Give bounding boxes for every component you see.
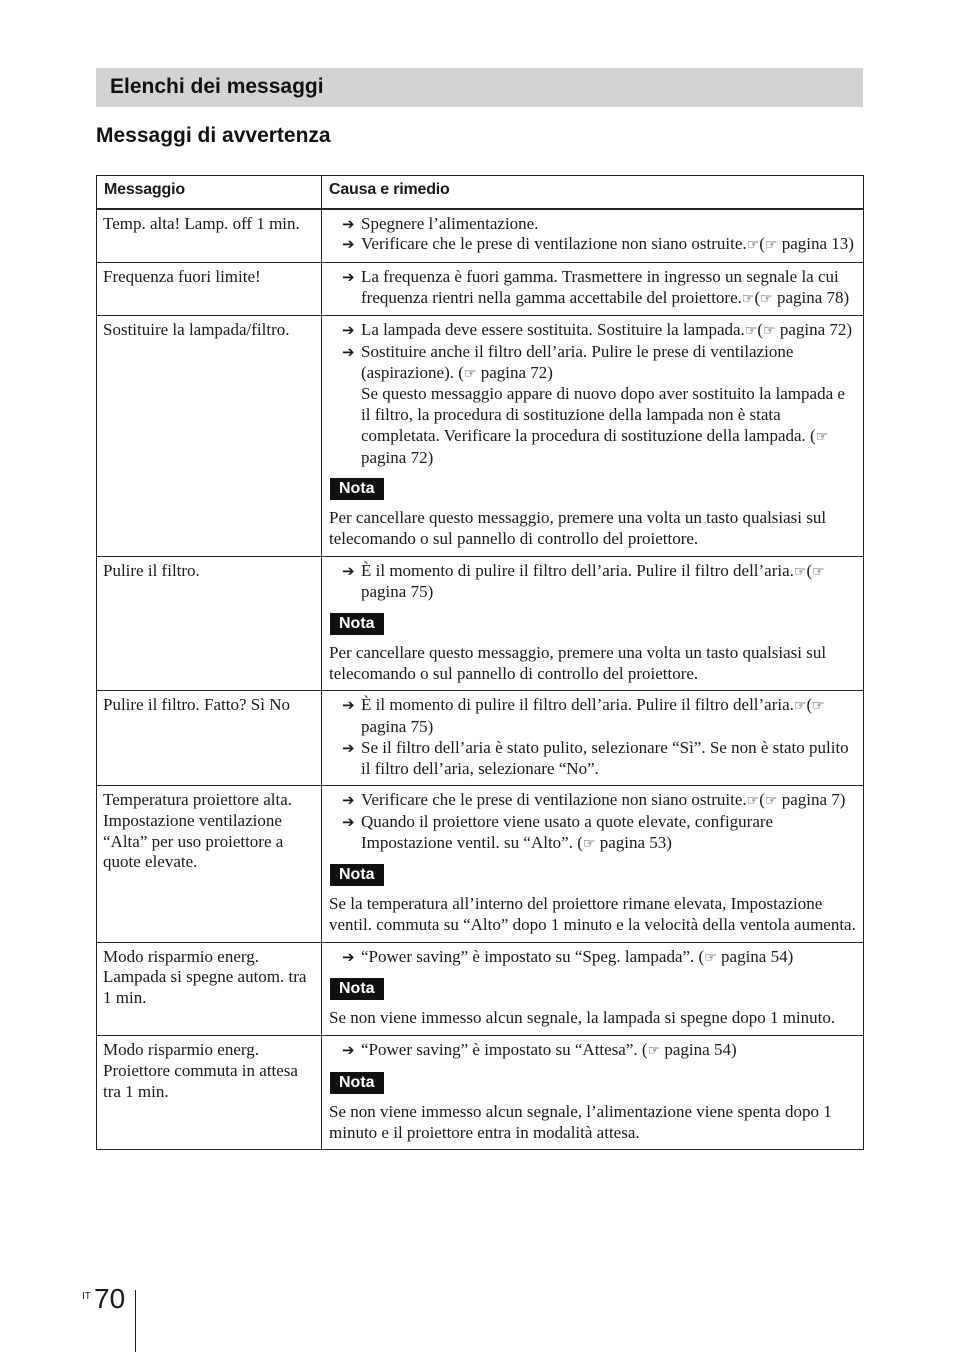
remedy-text: È il momento di pulire il filtro dell’aria. Pulire il filtro dell’aria. xyxy=(361,560,794,580)
cause-remedy-cell xyxy=(322,1036,864,1150)
remedy-item xyxy=(328,342,857,384)
remedy-text: ( xyxy=(806,560,813,580)
remedy-list xyxy=(328,695,857,779)
remedy-text: pagina 53) xyxy=(595,832,672,852)
table-row xyxy=(97,209,864,263)
message-cell: Temp. alta! Lamp. off 1 min. xyxy=(97,209,322,263)
remedy-text: Verificare che le prese di ventilazione non siano ostruite. xyxy=(361,234,747,254)
page-reference-icon: ☞ xyxy=(744,323,758,340)
remedy-text: pagina 72) xyxy=(476,362,553,382)
page-reference-icon: ☞ xyxy=(812,698,825,715)
page-reference-icon: ☞ xyxy=(793,563,807,580)
remedy-item xyxy=(328,214,857,235)
arrow-right-icon: ➔ xyxy=(342,738,355,757)
remedy-text: pagina 72) xyxy=(775,320,853,340)
remedy-text: ( xyxy=(757,320,764,340)
remedy-item xyxy=(328,695,857,737)
table-row xyxy=(97,556,864,691)
nota-text: Per cancellare questo messaggio, premere una volta un tasto qualsiasi sul telecomando o sul pannello di controllo del proiettore. xyxy=(329,508,827,548)
cause-remedy-cell xyxy=(322,691,864,786)
message-cell: Modo risparmio energ. Lampada si spegne autom. tra 1 min. xyxy=(97,942,322,1035)
cause-remedy-cell xyxy=(322,262,864,315)
table-row xyxy=(97,786,864,943)
arrow-right-icon: ➔ xyxy=(342,947,355,966)
message-cell: Pulire il filtro. xyxy=(97,556,322,691)
page-number: 70 xyxy=(94,1283,126,1314)
remedy-text: pagina 75) xyxy=(361,582,434,602)
remedy-list xyxy=(328,320,857,384)
table-row xyxy=(97,942,864,1035)
message-cell: Sostituire la lampada/filtro. xyxy=(97,316,322,556)
message-cell: Temperatura proiettore alta. Impostazione ventilazione “Alta” per uso proiettore a quote elevate. xyxy=(97,786,322,943)
remedy-text: “Power saving” è impostato su “Attesa”. ( xyxy=(361,1040,648,1060)
remedy-text: Se il filtro dell’aria è stato pulito, selezionare “Sì”. Se non è stato pulito il filtro dell’aria, selezionare “No”. xyxy=(361,737,849,778)
remedy-list xyxy=(328,561,857,603)
arrow-right-icon: ➔ xyxy=(342,343,355,362)
nota-text: Se la temperatura all’interno del proiettore rimane elevata, Impostazione ventil. commuta su “Alto” dopo 1 minuto e la velocità della ventola aumenta. xyxy=(329,894,856,935)
remedy-text: Quando il proiettore viene usato a quote elevate, configurare Impostazione ventil. su “Alto”. ( xyxy=(361,811,774,852)
nota-badge: Nota xyxy=(330,978,384,1000)
cause-remedy-cell xyxy=(322,786,864,943)
page-reference-icon: ☞ xyxy=(746,793,760,810)
remedy-text: pagina 54) xyxy=(716,946,794,966)
page-reference-icon: ☞ xyxy=(764,237,778,254)
remedy-item xyxy=(328,790,857,812)
header-cause-remedy: Causa e rimedio xyxy=(322,176,864,209)
remedy-text: La lampada deve essere sostituita. Sostituire la lampada. xyxy=(361,320,745,340)
remedy-text: Verificare che le prese di ventilazione non siano ostruite. xyxy=(361,790,747,810)
remedy-text: “Power saving” è impostato su “Speg. lampada”. ( xyxy=(361,946,705,966)
arrow-right-icon: ➔ xyxy=(342,812,355,831)
page-reference-icon: ☞ xyxy=(582,835,596,852)
arrow-right-icon: ➔ xyxy=(342,235,355,254)
page-reference-icon: ☞ xyxy=(746,237,760,254)
remedy-item xyxy=(328,320,857,342)
table-header-row xyxy=(97,176,864,209)
arrow-right-icon: ➔ xyxy=(342,791,355,810)
remedy-text: La frequenza è fuori gamma. Trasmettere in ingresso un segnale la cui frequenza rientri nella gamma accettabile del proiettore. xyxy=(361,266,839,307)
remedy-item xyxy=(328,947,857,969)
nota-badge: Nota xyxy=(330,613,384,635)
page-reference-icon: ☞ xyxy=(815,428,829,445)
remedy-text: ( xyxy=(806,695,813,715)
remedy-text: pagina 78) xyxy=(772,287,850,307)
arrow-right-icon: ➔ xyxy=(342,321,355,340)
page-reference-icon: ☞ xyxy=(463,365,477,382)
footer-divider xyxy=(135,1290,136,1352)
remedy-text: Se questo messaggio appare di nuovo dopo aver sostituito la lampada e il filtro, la procedura di sostituzione della lampada non è stata completata. Verificare la procedura di sostituzione della lampada. ( xyxy=(361,384,845,445)
nota-badge: Nota xyxy=(330,1072,384,1094)
arrow-right-icon: ➔ xyxy=(342,1041,355,1060)
cause-remedy-cell xyxy=(322,942,864,1035)
remedy-text: Spegnere l’alimentazione. xyxy=(361,213,539,233)
nota-text: Se non viene immesso alcun segnale, la lampada si spegne dopo 1 minuto. xyxy=(329,1008,836,1028)
remedy-item xyxy=(328,234,857,256)
page-reference-icon: ☞ xyxy=(741,290,755,307)
message-cell: Pulire il filtro. Fatto? Sì No xyxy=(97,691,322,786)
arrow-right-icon: ➔ xyxy=(342,267,355,286)
table-row xyxy=(97,262,864,315)
table-row xyxy=(97,691,864,786)
nota-text: Per cancellare questo messaggio, premere una volta un tasto qualsiasi sul telecomando o sul pannello di controllo del proiettore. xyxy=(329,643,827,683)
remedy-extra-text xyxy=(328,384,857,468)
remedy-text: pagina 7) xyxy=(777,790,846,810)
header-message: Messaggio xyxy=(97,176,322,209)
arrow-right-icon: ➔ xyxy=(342,696,355,715)
message-cell: Frequenza fuori limite! xyxy=(97,262,322,315)
nota-text: Se non viene immesso alcun segnale, l’alimentazione viene spenta dopo 1 minuto e il proiettore entra in modalità attesa. xyxy=(329,1101,832,1142)
cause-remedy-cell xyxy=(322,209,864,263)
remedy-text: ( xyxy=(754,287,761,307)
remedy-list xyxy=(328,267,857,309)
remedy-list xyxy=(328,947,857,969)
messages-table xyxy=(96,175,864,1150)
section-title: Elenchi dei messaggi xyxy=(110,75,324,98)
page-reference-icon: ☞ xyxy=(812,563,825,580)
remedy-text: Sostituire anche il filtro dell’aria. Pulire le prese di ventilazione (aspirazione). ( xyxy=(361,342,794,382)
nota-badge: Nota xyxy=(330,864,384,886)
cause-remedy-cell xyxy=(322,556,864,691)
page-reference-icon: ☞ xyxy=(763,323,776,340)
page-reference-icon: ☞ xyxy=(704,949,717,966)
remedy-list xyxy=(328,790,857,854)
page-reference-icon: ☞ xyxy=(760,290,773,307)
remedy-text: ( xyxy=(759,234,765,254)
remedy-item xyxy=(328,561,857,603)
page-reference-icon: ☞ xyxy=(793,698,807,715)
remedy-item xyxy=(328,267,857,309)
page-reference-icon: ☞ xyxy=(647,1043,661,1060)
section-header-bar xyxy=(96,68,863,107)
arrow-right-icon: ➔ xyxy=(342,214,355,233)
cause-remedy-cell xyxy=(322,316,864,556)
page-reference-icon: ☞ xyxy=(764,793,778,810)
table-row xyxy=(97,1036,864,1150)
arrow-right-icon: ➔ xyxy=(342,561,355,580)
subtitle: Messaggi di avvertenza xyxy=(96,124,331,147)
remedy-text: È il momento di pulire il filtro dell’aria. Pulire il filtro dell’aria. xyxy=(361,695,794,715)
table-row xyxy=(97,316,864,556)
nota-badge: Nota xyxy=(330,478,384,500)
footer-language: IT xyxy=(82,1291,91,1302)
remedy-text: pagina 72) xyxy=(361,447,434,467)
remedy-text: pagina 75) xyxy=(361,717,434,737)
remedy-item xyxy=(328,812,857,854)
remedy-text: ( xyxy=(759,790,765,810)
remedy-list xyxy=(328,1040,857,1062)
remedy-item xyxy=(328,1040,857,1062)
remedy-item xyxy=(328,738,857,779)
remedy-text: pagina 54) xyxy=(660,1040,737,1060)
remedy-list xyxy=(328,214,857,256)
message-cell: Modo risparmio energ. Proiettore commuta in attesa tra 1 min. xyxy=(97,1036,322,1150)
remedy-text: pagina 13) xyxy=(777,234,854,254)
